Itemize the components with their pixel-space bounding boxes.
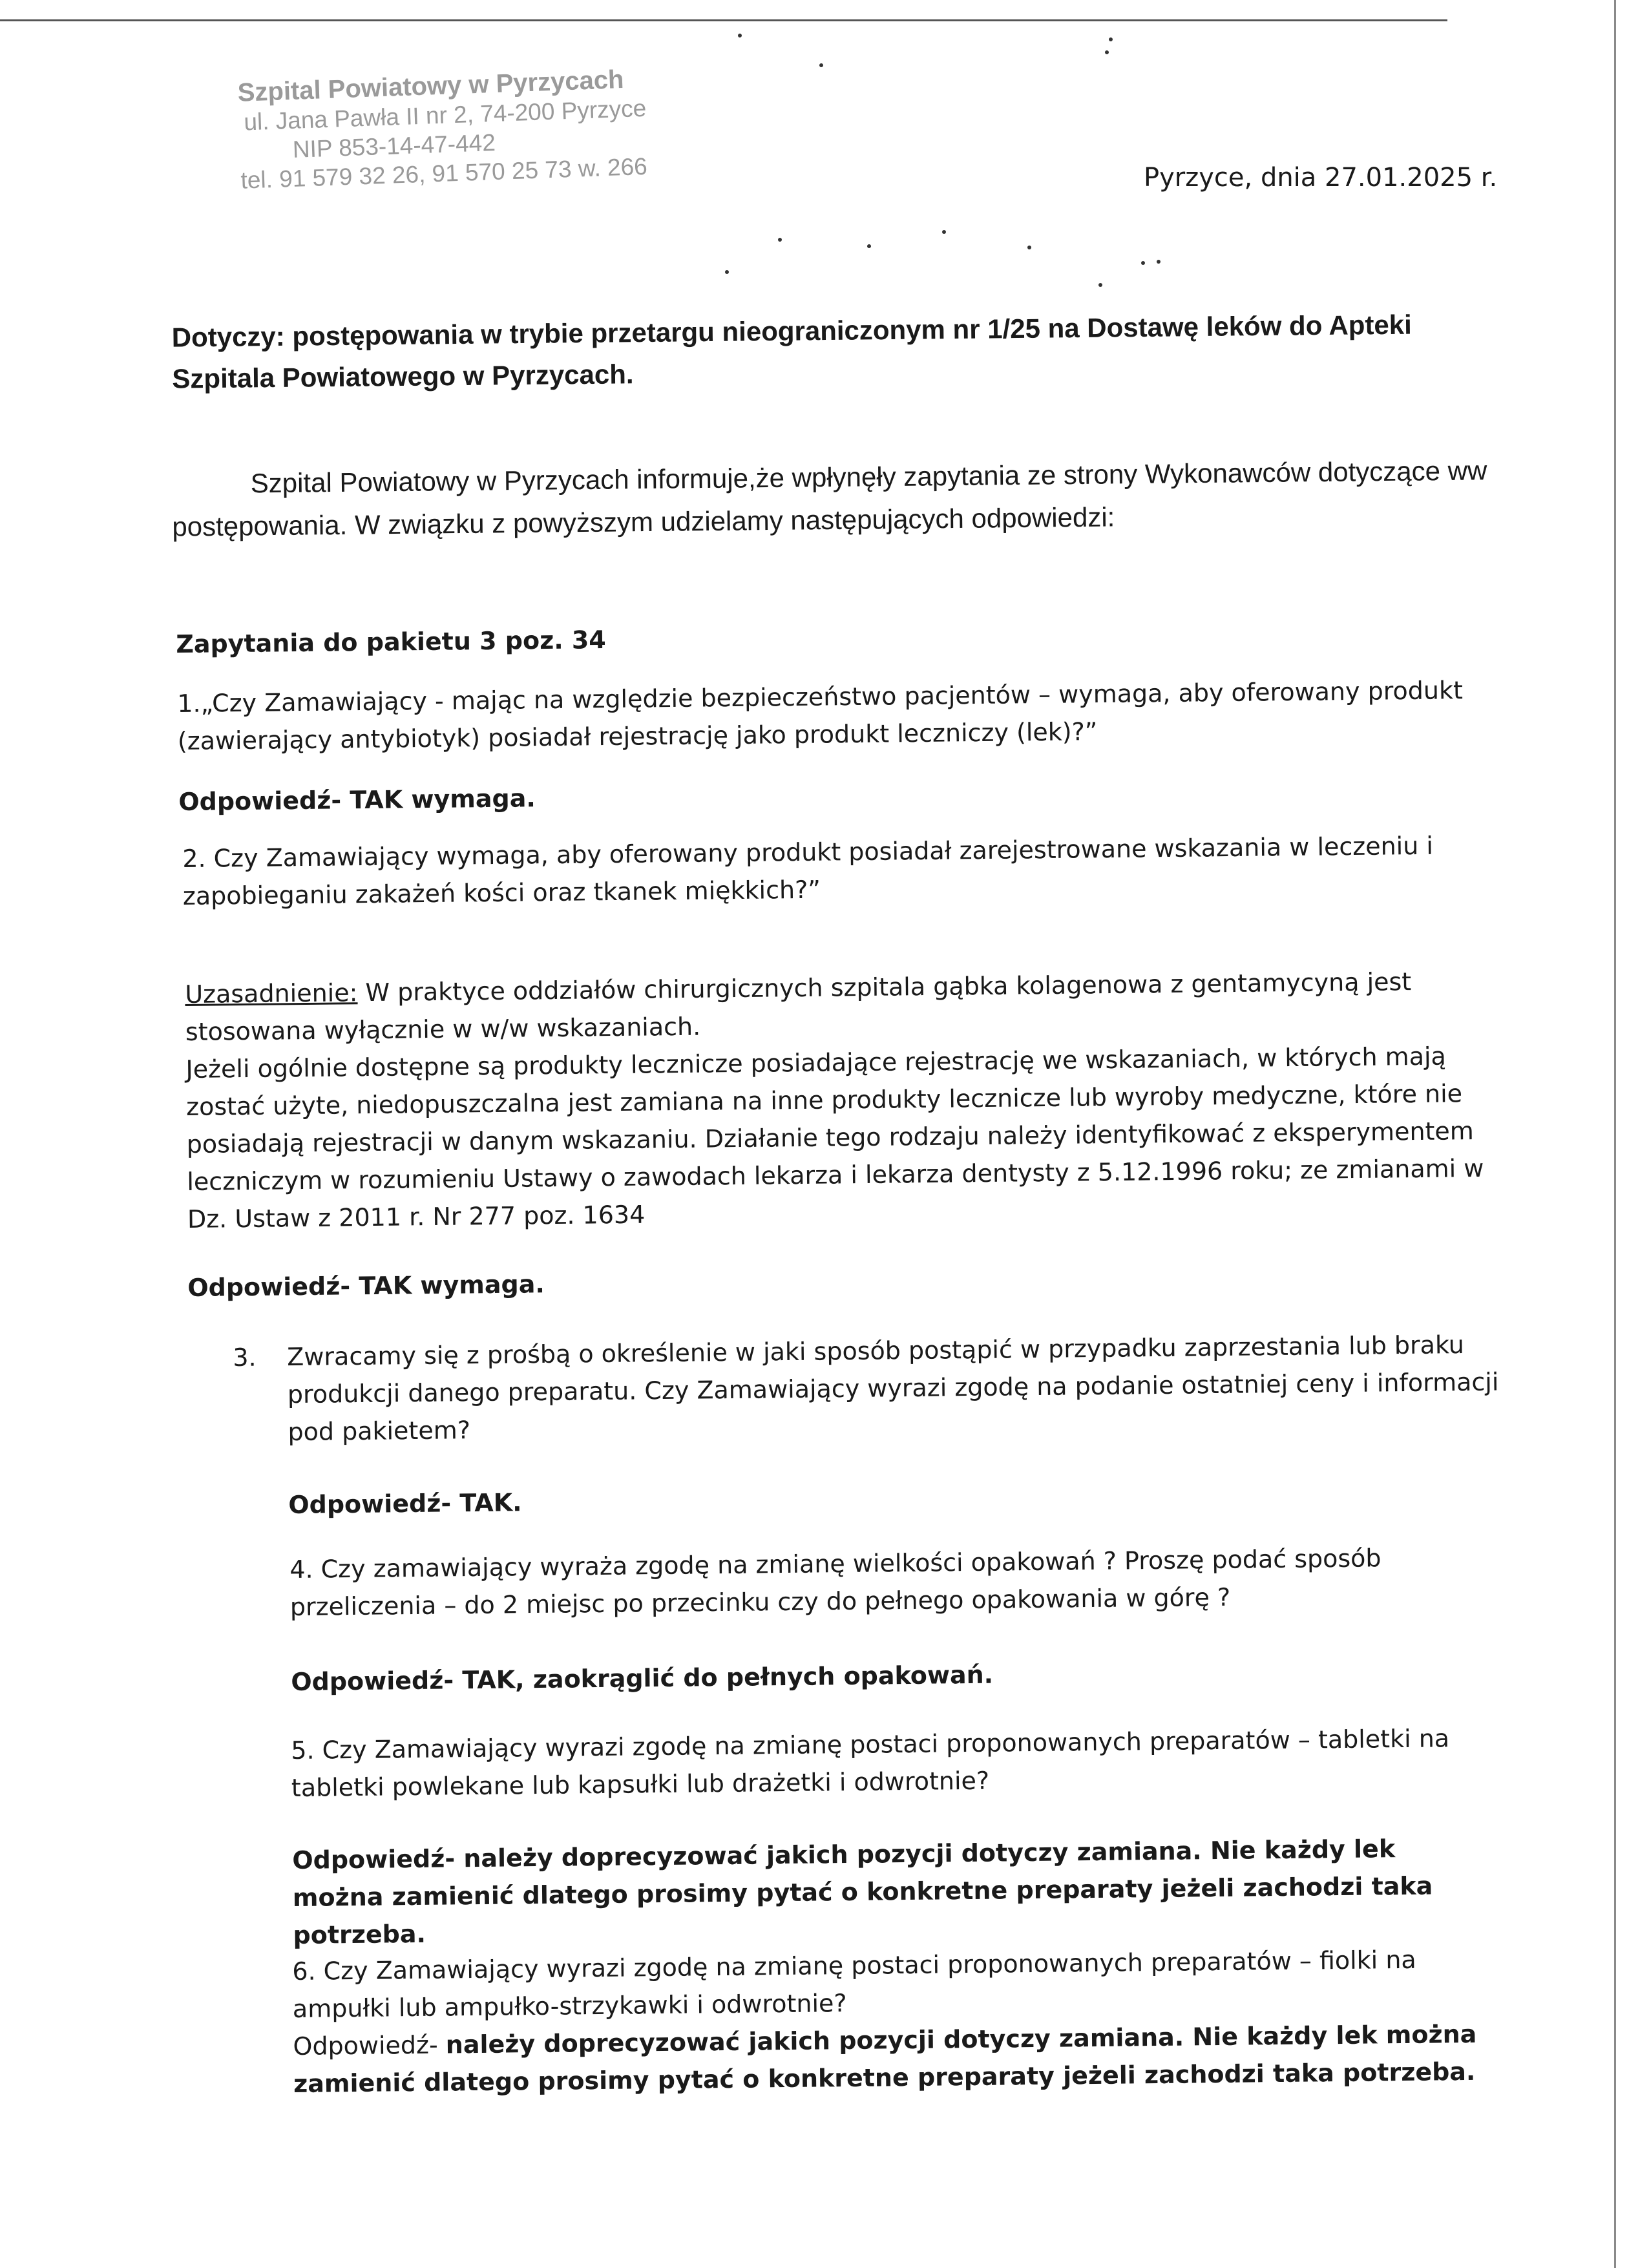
scan-speck <box>738 34 742 37</box>
answer-2: Odpowiedź- TAK wymaga. <box>187 1270 545 1302</box>
stamp-line: NIP 853-14-47-442 <box>292 129 496 163</box>
scan-speck <box>1157 260 1161 264</box>
question-3-text: Zwracamy się z prośbą o określenie w jaki sposób postąpić w przypadku zaprzestania lub braku produkcji danego preparatu. Czy Zamawiający wyrazi zgodę na podanie ostatniej ceny i informacji pod pakietem? <box>287 1330 1499 1447</box>
scan-speck <box>778 238 782 242</box>
scan-speck <box>1109 37 1113 41</box>
answer-3: Odpowiedź- TAK. <box>288 1488 522 1519</box>
question-6-text: 6. Czy Zamawiający wyrazi zgodę na zmianę postaci proponowanych preparatów – fiolki na ampułki lub ampułko-strzykawki i odwrotnie? <box>292 1945 1416 2023</box>
top-rule <box>0 19 1447 21</box>
scan-speck <box>942 230 946 234</box>
question-3-number: 3. <box>233 1343 257 1372</box>
stamp-line: Szpital Powiatowy w Pyrzycach <box>237 65 625 107</box>
justification-para-2: Jeżeli ogólnie dostępne są produkty lecznicze posiadające rejestrację we wskazaniach, w których mają zostać użyte, niedopuszczalna jest zamiana na inne produkty lecznicze lub wyroby medyczne, które nie posiadają rejestracji w danym wskazaniu. Działanie tego rodzaju należy identyfikować z eksperymentem leczniczym w rozumieniu Ustawy o zawodach lekarza i lekarza dentysty z 5.12.1996 roku; ze zmianami w Dz. Ustaw z 2011 r. Nr 277 poz. 1634 <box>185 1042 1484 1234</box>
question-1: 1.„Czy Zamawiający - mając na względzie bezpieczeństwo pacjentów – wymaga, aby oferowany produkt (zawierający antybiotyk) posiadał rejestrację jako produkt leczniczy (lek)?” <box>177 676 1464 755</box>
scan-speck <box>1141 261 1145 265</box>
justification-para-1 <box>185 962 1491 1051</box>
stamp-line: ul. Jana Pawła II nr 2, 74-200 Pyrzyce <box>243 94 647 136</box>
answer-6 <box>293 2015 1495 2103</box>
question-4: 4. Czy zamawiający wyraża zgodę na zmianę wielkości opakowań ? Proszę podać sposób przeliczenia – do 2 miejsc po przecinku czy do pełnego opakowania w górę ? <box>289 1544 1381 1621</box>
answer-6-prefix: Odpowiedź- <box>293 2030 446 2061</box>
right-edge-rule <box>1614 0 1616 2268</box>
scan-speck <box>819 63 823 67</box>
answer-5: Odpowiedź- należy doprecyzować jakich pozycji dotyczy zamiana. Nie każdy lek można zamienić dlatego prosimy pytać o konkretne preparaty jeżeli zachodzi taka potrzeba. <box>292 1834 1433 1949</box>
scan-speck <box>1027 246 1031 249</box>
stamp-line: tel. 91 579 32 26, 91 570 25 73 w. 266 <box>240 152 648 194</box>
question-2: 2. Czy Zamawiający wymaga, aby oferowany produkt posiadał zarejestrowane wskazania w leczeniu i zapobieganiu zakażeń kości oraz tkanek miękkich?” <box>182 831 1434 910</box>
institution-stamp <box>237 65 648 194</box>
intro-text: Szpital Powiatowy w Pyrzycach informuje,że wpłynęły zapytania ze strony Wykonawców dotyczące ww postępowania. W związku z powyższym udzielamy następujących odpowiedzi: <box>172 455 1487 542</box>
answer-4: Odpowiedź- TAK, zaokrąglić do pełnych opakowań. <box>291 1660 994 1696</box>
subject-heading: Dotyczy: postępowania w trybie przetargu nieograniczonym nr 1/25 na Dostawę leków do Apteki Szpitala Powiatowego w Pyrzycach. <box>171 309 1413 394</box>
justification-label: Uzasadnienie: <box>185 978 358 1009</box>
question-3 <box>233 1325 1500 1451</box>
answer-6-text: należy doprecyzować jakich pozycji dotyczy zamiana. Nie każdy lek można zamienić dlatego prosimy pytać o konkretne preparaty jeżeli zachodzi taka potrzeba. <box>293 2019 1477 2098</box>
scan-speck <box>867 244 871 248</box>
answer-1: Odpowiedź- TAK wymaga. <box>178 784 536 816</box>
justification-text-1: W praktyce oddziałów chirurgicznych szpitala gąbka kolagenowa z gentamycyną jest stosowana wyłącznie w w/w wskazaniach. <box>185 967 1412 1046</box>
question-5: 5. Czy Zamawiający wyrazi zgodę na zmianę postaci proponowanych preparatów – tabletki na tabletki powlekane lub kapsułki lub drażetki i odwrotnie? <box>291 1724 1450 1802</box>
intro-paragraph <box>171 449 1490 548</box>
section-heading: Zapytania do pakietu 3 poz. 34 <box>176 625 606 658</box>
scan-speck <box>725 270 729 274</box>
scan-speck <box>1105 50 1109 54</box>
document-date: Pyrzyce, dnia 27.01.2025 r. <box>1144 163 1498 193</box>
scan-speck <box>1098 283 1102 287</box>
justification <box>185 962 1493 1238</box>
question-6 <box>292 1940 1495 2103</box>
